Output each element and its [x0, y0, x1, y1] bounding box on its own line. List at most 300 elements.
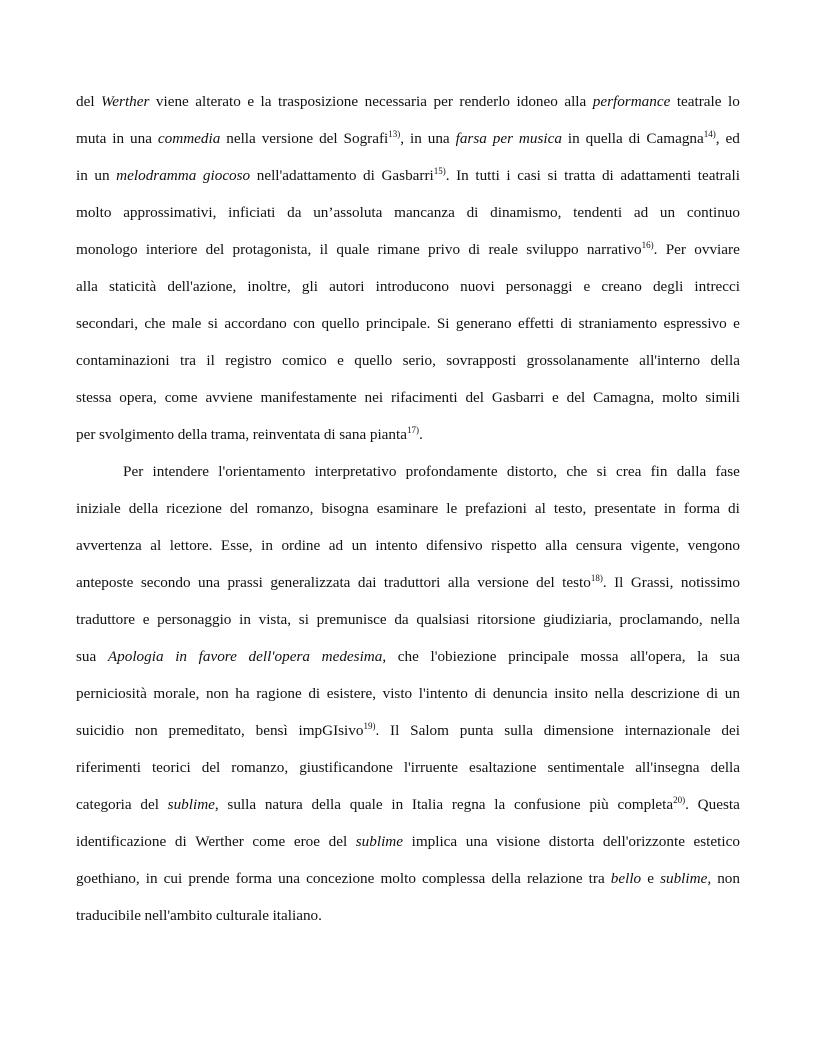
word: e [733, 315, 740, 332]
word: ed [725, 130, 740, 147]
word: culturale [215, 907, 269, 924]
word: Per [123, 463, 144, 480]
word: forma [683, 500, 721, 517]
text-line [76, 416, 740, 453]
word: in [391, 796, 404, 813]
word: iniziale [76, 500, 121, 517]
word: degli [652, 278, 684, 295]
word: In [456, 167, 469, 184]
footnote-marker: 14) [703, 129, 716, 139]
word: profondamente [405, 463, 498, 480]
word: presentate [594, 500, 656, 517]
word: in [76, 167, 88, 184]
word: una [465, 833, 488, 850]
word: traduttore [76, 611, 136, 628]
word: monologo [76, 241, 138, 258]
word: in [145, 870, 158, 887]
word: regna [451, 796, 486, 813]
word: protagonista, [232, 241, 312, 258]
word: giustificandone [299, 759, 393, 776]
text-line [76, 749, 740, 786]
word: insito [554, 685, 588, 702]
text-line [76, 564, 740, 601]
word: fase [715, 463, 740, 480]
word: l'irruente [403, 759, 458, 776]
text-line [76, 601, 740, 638]
word: un’assoluta [313, 204, 383, 221]
word: Grassi, [630, 574, 674, 591]
word: nella [226, 130, 256, 147]
italic-run: per [492, 130, 513, 147]
word: l'orientamento [218, 463, 306, 480]
word: ordine [281, 537, 321, 554]
word: esistere, [326, 685, 377, 702]
italic-run: in [175, 648, 188, 665]
word: punta [459, 722, 494, 739]
word: anteposte [76, 574, 134, 591]
word: quale [336, 241, 370, 258]
italic-run: sublime [355, 833, 404, 850]
word: ovviare [694, 241, 740, 258]
word: i [506, 167, 511, 184]
word: una [278, 870, 300, 887]
word: comico [282, 352, 327, 369]
word: intendere [152, 463, 210, 480]
word: la [260, 93, 272, 110]
word: idoneo [516, 93, 558, 110]
word: al [534, 500, 546, 517]
word: natura [264, 796, 303, 813]
word: generalizzata [270, 574, 351, 591]
word: creano [601, 278, 642, 295]
word: del [76, 93, 95, 110]
word: non [205, 685, 229, 702]
text-line [76, 675, 740, 712]
word: rispetto [491, 537, 537, 554]
word: distorta [548, 833, 595, 850]
word: ha [235, 685, 250, 702]
word [199, 638, 237, 675]
italic-run: performance [592, 93, 671, 110]
word: trasposizione [278, 93, 359, 110]
word: vista, [258, 611, 292, 628]
word: quello [321, 315, 360, 332]
word: staticità [109, 278, 157, 295]
word: straniamento [578, 315, 658, 332]
word: autori [329, 278, 365, 295]
word: Questa [697, 796, 740, 813]
word: descrizione [630, 685, 700, 702]
word: Per [665, 241, 686, 258]
word: inoltre, [247, 278, 291, 295]
word: della [177, 426, 208, 443]
word [456, 120, 487, 157]
word: nella [594, 685, 625, 702]
word [116, 157, 196, 194]
word: all'opera, [630, 648, 686, 665]
word: vigente, [630, 537, 680, 554]
word: del [319, 130, 338, 147]
word: dalla [676, 463, 707, 480]
word: premunisce [316, 611, 387, 628]
text-line [76, 860, 740, 897]
word: secondo [140, 574, 191, 591]
word: narrativo$^{16)}$. [586, 240, 658, 258]
word: gli [301, 278, 318, 295]
word: testo$^{18)}$. [562, 573, 607, 591]
word: Il [390, 722, 400, 739]
italic-run: giocoso [202, 167, 251, 184]
word: sua [719, 648, 740, 665]
word: espressivo [663, 315, 727, 332]
text-line [76, 268, 740, 305]
italic-run: commedia [157, 130, 221, 147]
word: registro [225, 352, 272, 369]
word: bisogna [321, 500, 369, 517]
word: sviluppo [526, 241, 579, 258]
text-line [76, 157, 740, 194]
word: premeditato, [168, 722, 245, 739]
text-line [76, 453, 740, 490]
word: come [164, 389, 198, 406]
word: del [465, 389, 485, 406]
word: manifestamente [260, 389, 357, 406]
text-line [76, 231, 740, 268]
text-line [76, 83, 740, 120]
word: che [397, 648, 419, 665]
word: della [710, 352, 740, 369]
word: un [659, 204, 676, 221]
word: ad [633, 204, 649, 221]
word: nella [710, 611, 740, 628]
word: tratta [564, 167, 596, 184]
word: di [728, 500, 740, 517]
word: denuncia [492, 685, 548, 702]
word: un [724, 685, 740, 702]
italic-run: sublime [660, 870, 708, 887]
word: e [337, 352, 344, 369]
word: e [247, 93, 255, 110]
word: sua [76, 648, 97, 665]
word: riferimenti [76, 759, 141, 776]
word: di [560, 315, 573, 332]
word: si [207, 315, 218, 332]
word: e [142, 611, 150, 628]
word: come [252, 833, 286, 850]
word: distorto, [506, 463, 558, 480]
word [519, 120, 562, 157]
word: visione [496, 833, 541, 850]
word: l'intento [418, 685, 468, 702]
footnote-marker: 13) [388, 129, 401, 139]
word: ritorsione [477, 611, 536, 628]
word: da [287, 204, 302, 221]
word: introducono [375, 278, 449, 295]
word: la [697, 648, 709, 665]
italic-run: melodramma [116, 167, 197, 184]
word: quella [585, 130, 623, 147]
word: dell'azione, [167, 278, 237, 295]
word: per [433, 93, 453, 110]
word: nei [364, 389, 384, 406]
text-line [76, 712, 740, 749]
word: teatrale [676, 93, 722, 110]
word [203, 157, 250, 194]
word: Esse, [220, 537, 253, 554]
word: bensì [255, 722, 288, 739]
word: alla [545, 537, 568, 554]
word: dell'orizzonte [602, 833, 685, 850]
word: impGIsivo$^{19)}$. [298, 721, 380, 739]
word: Si [436, 315, 450, 332]
word: categoria [76, 796, 132, 813]
word: italiano. [272, 907, 322, 924]
word: dai [357, 574, 377, 591]
word: fin [650, 463, 668, 480]
word: più [589, 796, 609, 813]
italic-run: medesima [321, 648, 383, 665]
word: serio, [402, 352, 436, 369]
word: del [201, 759, 221, 776]
word: molto [662, 389, 698, 406]
word: nell'adattamento [256, 167, 357, 184]
word: teatrali [697, 167, 740, 184]
word: tutti [475, 167, 500, 184]
word: teorici [151, 759, 191, 776]
word: accordano [224, 315, 287, 332]
word: una [198, 574, 220, 591]
word: della [311, 796, 342, 813]
word: del [328, 833, 348, 850]
word: alla [564, 93, 587, 110]
word: traduttori [383, 574, 441, 591]
word: si [547, 167, 558, 184]
word: reinventata [252, 426, 321, 443]
footnote-marker: 15) [433, 166, 446, 176]
word: completa$^{20)}$. [617, 795, 689, 813]
word: simili [705, 389, 740, 406]
word: molto [76, 204, 112, 221]
word: di [308, 685, 321, 702]
word: all'interno [639, 352, 701, 369]
word: morale, [153, 685, 200, 702]
text-line [76, 342, 740, 379]
word: forma [235, 870, 272, 887]
word: un [351, 537, 367, 554]
word: il [319, 241, 329, 258]
italic-run: musica [518, 130, 562, 147]
word: personaggi [505, 278, 573, 295]
word: concezione [306, 870, 375, 887]
word: renderlo [459, 93, 511, 110]
word: sublime, [167, 796, 219, 813]
word: quale [349, 796, 383, 813]
word: effetti [517, 315, 554, 332]
word: tra [180, 352, 197, 369]
word: del [566, 389, 586, 406]
word: versione [261, 130, 314, 147]
word: alla [447, 574, 470, 591]
word: trama, [210, 426, 250, 443]
word: rimane [377, 241, 420, 258]
word: lettore. [169, 537, 213, 554]
italic-run: sublime [167, 796, 215, 813]
word: alterato [195, 93, 241, 110]
word: in [409, 130, 422, 147]
word: muta [76, 130, 107, 147]
word: che [144, 315, 166, 332]
word: testo, [553, 500, 587, 517]
word: che [566, 463, 588, 480]
text-line [76, 786, 740, 823]
word: del [140, 796, 159, 813]
word: della [128, 500, 159, 517]
word: sana [339, 426, 367, 443]
word: implica [411, 833, 458, 850]
word: tra [588, 870, 605, 887]
word: Gasbarri [491, 389, 545, 406]
word: Werther [195, 833, 244, 850]
word: di [601, 167, 614, 184]
word: in [663, 500, 676, 517]
word: relazione [526, 870, 583, 887]
word: vengono [687, 537, 740, 554]
italic-run: Werther [101, 93, 150, 110]
word: romanzo, [231, 759, 289, 776]
word: avvertenza [76, 537, 142, 554]
word: si [298, 611, 309, 628]
word: sentimentale [547, 759, 625, 776]
footnote-marker: 19) [363, 721, 376, 731]
word: di [474, 685, 487, 702]
word: in [112, 130, 125, 147]
word: pianta$^{17)}$. [369, 425, 423, 443]
word: male [171, 315, 202, 332]
word: e [647, 870, 654, 887]
word: giudiziaria, [543, 611, 612, 628]
word: ragione [256, 685, 302, 702]
word: al [150, 537, 162, 554]
word: censura [575, 537, 623, 554]
word: approssimativi, [123, 204, 217, 221]
word: del [229, 500, 249, 517]
word: in [239, 611, 251, 628]
footnote-marker: 17) [406, 425, 419, 435]
word: Il [614, 574, 624, 591]
word [108, 638, 164, 675]
word: non [134, 722, 158, 739]
word [356, 823, 403, 860]
word: visto [382, 685, 413, 702]
word: con [293, 315, 316, 332]
word: medesima, [321, 648, 387, 665]
word [493, 120, 513, 157]
word: cui [163, 870, 183, 887]
italic-run: farsa [455, 130, 487, 147]
word: svolgimento [99, 426, 175, 443]
document-page [76, 83, 740, 934]
word: privo [427, 241, 461, 258]
word: difensivo [426, 537, 483, 554]
word: proclamando, [619, 611, 703, 628]
word: prefazioni [465, 500, 527, 517]
word: della [710, 759, 740, 776]
word: interpretativo [314, 463, 397, 480]
word: qualsiasi [416, 611, 470, 628]
text-line [76, 638, 740, 675]
word: nell'ambito [144, 907, 213, 924]
word: una [130, 130, 152, 147]
word: in [261, 537, 273, 554]
word: suicidio [76, 722, 125, 739]
word [101, 83, 149, 120]
text-line [76, 897, 740, 934]
word: esaminare [376, 500, 439, 517]
word: mossa [580, 648, 619, 665]
word: di [174, 833, 187, 850]
word: perniciosità [76, 685, 147, 702]
word: necessaria [364, 93, 428, 110]
footnote-marker: 18) [590, 573, 603, 583]
word [593, 83, 671, 120]
word: ad [328, 537, 344, 554]
word: da [394, 611, 409, 628]
word: intento [375, 537, 418, 554]
word: molto [380, 870, 416, 887]
word: principale [508, 648, 569, 665]
word: secondari, [76, 315, 138, 332]
word: lo [728, 93, 740, 110]
word: goethiano, [76, 870, 140, 887]
word: di [706, 685, 719, 702]
word: romanzo, [256, 500, 314, 517]
text-line [76, 120, 740, 157]
italic-run: bello [610, 870, 642, 887]
word: della [491, 870, 521, 887]
word: alla [76, 278, 98, 295]
word: versione [477, 574, 529, 591]
word: Salom [410, 722, 449, 739]
word: Italia [411, 796, 444, 813]
word: reale [488, 241, 518, 258]
word: sublime, [660, 870, 712, 887]
footnote-marker: 16) [641, 240, 654, 250]
word: generano [455, 315, 512, 332]
word: Camagna, [593, 389, 655, 406]
word: principale. [365, 315, 431, 332]
italic-run: dell'opera [248, 648, 310, 665]
word: stessa [76, 389, 112, 406]
word: inficiati [228, 204, 276, 221]
text-line [76, 527, 740, 564]
word: mancanza [394, 204, 455, 221]
word: internazionale [624, 722, 711, 739]
word: di [468, 241, 481, 258]
word: le [446, 500, 458, 517]
word: sulla [504, 722, 533, 739]
word: un [94, 167, 110, 184]
word: si [596, 463, 607, 480]
word [249, 638, 310, 675]
word: confusione [513, 796, 581, 813]
word: del [536, 574, 555, 591]
text-line [76, 823, 740, 860]
word: interiore [145, 241, 198, 258]
word: nuovi [460, 278, 495, 295]
word: dinamismo, [490, 204, 562, 221]
word: il [206, 352, 215, 369]
word: Sografi$^{13)}$, [343, 129, 405, 147]
